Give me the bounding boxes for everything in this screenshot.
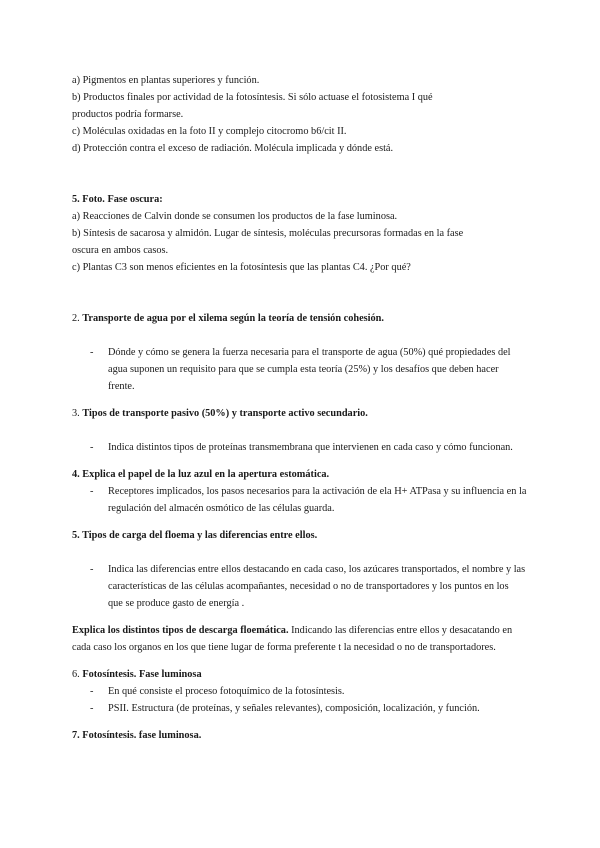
- document-page: [72, 72, 542, 744]
- question-item-b-line2: oscura en ambos casos.: [72, 245, 169, 256]
- question-5: [72, 527, 542, 612]
- line: que se produce gasto de energía .: [108, 598, 245, 609]
- line: Dónde y cómo se genera la fuerza necesaria para el transporte de agua (50%) qué propiedades del: [108, 347, 511, 358]
- question-item-a: a) Reacciones de Calvin donde se consumen los productos de la fase luminosa.: [72, 211, 398, 222]
- question-descarga-floematica: [72, 622, 542, 656]
- bullet-list: [72, 561, 542, 612]
- question-number: 6.: [72, 669, 80, 680]
- list-item: [72, 700, 542, 717]
- line: frente.: [108, 381, 135, 392]
- question-title: 7. Fotosíntesis. fase luminosa.: [72, 730, 202, 741]
- question-6: [72, 666, 542, 717]
- photosynthesis-question-list: [72, 72, 542, 157]
- list-item: [72, 483, 542, 517]
- bullet-list: [72, 344, 542, 395]
- line: características de las células acompañantes, necesidad o no de transportadores y los puntos en los: [108, 581, 509, 592]
- question-item-b-line1: b) Productos finales por actividad de la fotosíntesis. Si sólo actuase el fotosistema I qué: [72, 92, 433, 103]
- line: En qué consiste el proceso fotoquímico de la fotosíntesis.: [108, 686, 345, 697]
- question-3: [72, 405, 542, 456]
- bullet-dash: -: [90, 347, 94, 358]
- question-item-a: a) Pigmentos en plantas superiores y función.: [72, 75, 260, 86]
- section-fase-oscura: [72, 191, 542, 276]
- question-heading: [72, 310, 542, 327]
- bullet-dash: -: [90, 564, 94, 575]
- question-heading: [72, 405, 542, 422]
- paragraph: [72, 622, 542, 639]
- question-4: [72, 466, 542, 517]
- line: agua suponen un requisito para que se cumpla esta teoría (25%) y los desafíos que deben hacer: [108, 364, 499, 375]
- paragraph-line: cada caso los organos en los que tiene lugar de forma preferente t la necesidad o no de transportadores.: [72, 642, 496, 653]
- question-title: 4. Explica el papel de la luz azul en la apertura estomática.: [72, 469, 330, 480]
- question-title: 5. Tipos de carga del floema y las diferencias entre ellos.: [72, 530, 318, 541]
- question-title: Transporte de agua por el xilema según la teoría de tensión cohesión.: [82, 313, 384, 324]
- question-number: 2.: [72, 313, 80, 324]
- bullet-dash: -: [90, 703, 94, 714]
- bullet-dash: -: [90, 442, 94, 453]
- bullet-list: [72, 683, 542, 717]
- question-item-b-line2: productos podría formarse.: [72, 109, 184, 120]
- bullet-list: [72, 439, 542, 456]
- question-number: 3.: [72, 408, 80, 419]
- question-title: Explica los distintos tipos de descarga floemática.: [72, 625, 289, 636]
- question-title: Fotosíntesis. Fase luminosa: [82, 669, 202, 680]
- line: Indica las diferencias entre ellos destacando en cada caso, los azúcares transportados, el nombre y las: [108, 564, 526, 575]
- line: regulación del almacén osmótico de las células guarda.: [108, 503, 335, 514]
- question-heading: [72, 666, 542, 683]
- question-title: Tipos de transporte pasivo (50%) y transporte activo secundario.: [82, 408, 368, 419]
- line: PSII. Estructura (de proteínas, y señales relevantes), composición, localización, y función.: [108, 703, 480, 714]
- question-item-c: c) Plantas C3 son menos eficientes en la fotosíntesis que las plantas C4. ¿Por qué?: [72, 262, 411, 273]
- list-item: [72, 683, 542, 700]
- bullet-dash: -: [90, 686, 94, 697]
- list-item: [72, 439, 542, 456]
- line: Indicando las diferencias entre ellos y desacatando en: [288, 625, 513, 636]
- bullet-dash: -: [90, 486, 94, 497]
- question-item-d: d) Protección contra el exceso de radiación. Molécula implicada y dónde está.: [72, 143, 394, 154]
- list-item: [72, 561, 542, 612]
- bullet-list: [72, 483, 542, 517]
- question-item-b-line1: b) Síntesis de sacarosa y almidón. Lugar de síntesis, moléculas precursoras formadas en la fase: [72, 228, 464, 239]
- question-2: [72, 310, 542, 395]
- question-7: [72, 727, 542, 744]
- line: Indica distintos tipos de proteínas transmembrana que intervienen en cada caso y cómo funcionan.: [108, 442, 513, 453]
- question-item-c: c) Moléculas oxidadas en la foto II y complejo citocromo b6/cit II.: [72, 126, 347, 137]
- list-item: [72, 344, 542, 395]
- line: Receptores implicados, los pasos necesarios para la activación de ela H+ ATPasa y su influencia en la: [108, 486, 527, 497]
- section-heading: 5. Foto. Fase oscura:: [72, 194, 163, 205]
